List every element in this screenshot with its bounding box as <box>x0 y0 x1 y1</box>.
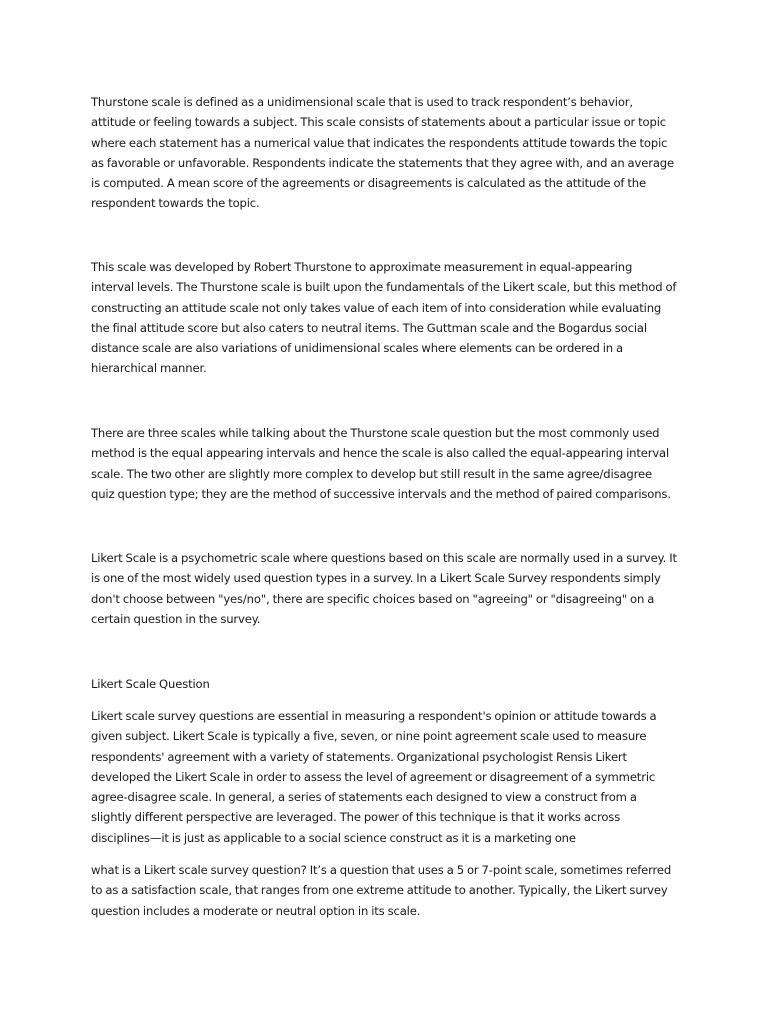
paragraph-thurstone-methods: There are three scales while talking about the Thurstone scale question but the most commonly used method is the equal appearing intervals and hence the scale is also called the equal-appearing interval scale. The two other are slightly more complex to develop but still result in the same agree/disagree quiz question type; they are the method of successive intervals and the method of paired comparisons. <box>91 426 671 501</box>
section-heading-likert-question: Likert Scale Question <box>91 677 210 691</box>
paragraph-likert-definition: Likert Scale is a psychometric scale where questions based on this scale are normally used in a survey. It is one of the most widely used question types in a survey. In a Likert Scale Survey respondents simply don't choose between "yes/no", there are specific choices based on "agreeing" or "disagreeing" on a certain question in the survey. <box>91 551 677 626</box>
paragraph-likert-questions: Likert scale survey questions are essential in measuring a respondent's opinion or attitude towards a given subject. Likert Scale is typically a five, seven, or nine point agreement scale used to measure respondents' agreement with a variety of statements. Organizational psychologist Rensis Likert developed the Likert Scale in order to assess the level of agreement or disagreement of a symmetric agree-disagree scale. In general, a series of statements each designed to view a construct from a slightly different perspective are leveraged. The power of this technique is that it works across disciplines—it is just as applicable to a social science construct as it is a marketing one <box>91 709 657 845</box>
paragraph-thurstone-history: This scale was developed by Robert Thurstone to approximate measurement in equal-appearing interval levels. The Thurstone scale is built upon the fundamentals of the Likert scale, but this method of constructing an attitude scale not only takes value of each item of into consideration while evaluating the final attitude score but also caters to neutral items. The Guttman scale and the Bogardus social distance scale are also variations of unidimensional scales where elements can be ordered in a hierarchical manner. <box>91 260 677 376</box>
paragraph-thurstone-definition: Thurstone scale is defined as a unidimensional scale that is used to track respondent’s behavior, attitude or feeling towards a subject. This scale consists of statements about a particular issue or topic where each statement has a numerical value that indicates the respondents attitude towards the topic as favorable or unfavorable. Respondents indicate the statements that they agree with, and an average is computed. A mean score of the agreements or disagreements is calculated as the attitude of the respondent towards the topic. <box>91 95 674 211</box>
paragraph-likert-what-is: what is a Likert scale survey question? It’s a question that uses a 5 or 7-point scale, sometimes referred to as a satisfaction scale, that ranges from one extreme attitude to another. Typically, the Likert survey question includes a moderate or neutral option in its scale. <box>91 863 672 918</box>
